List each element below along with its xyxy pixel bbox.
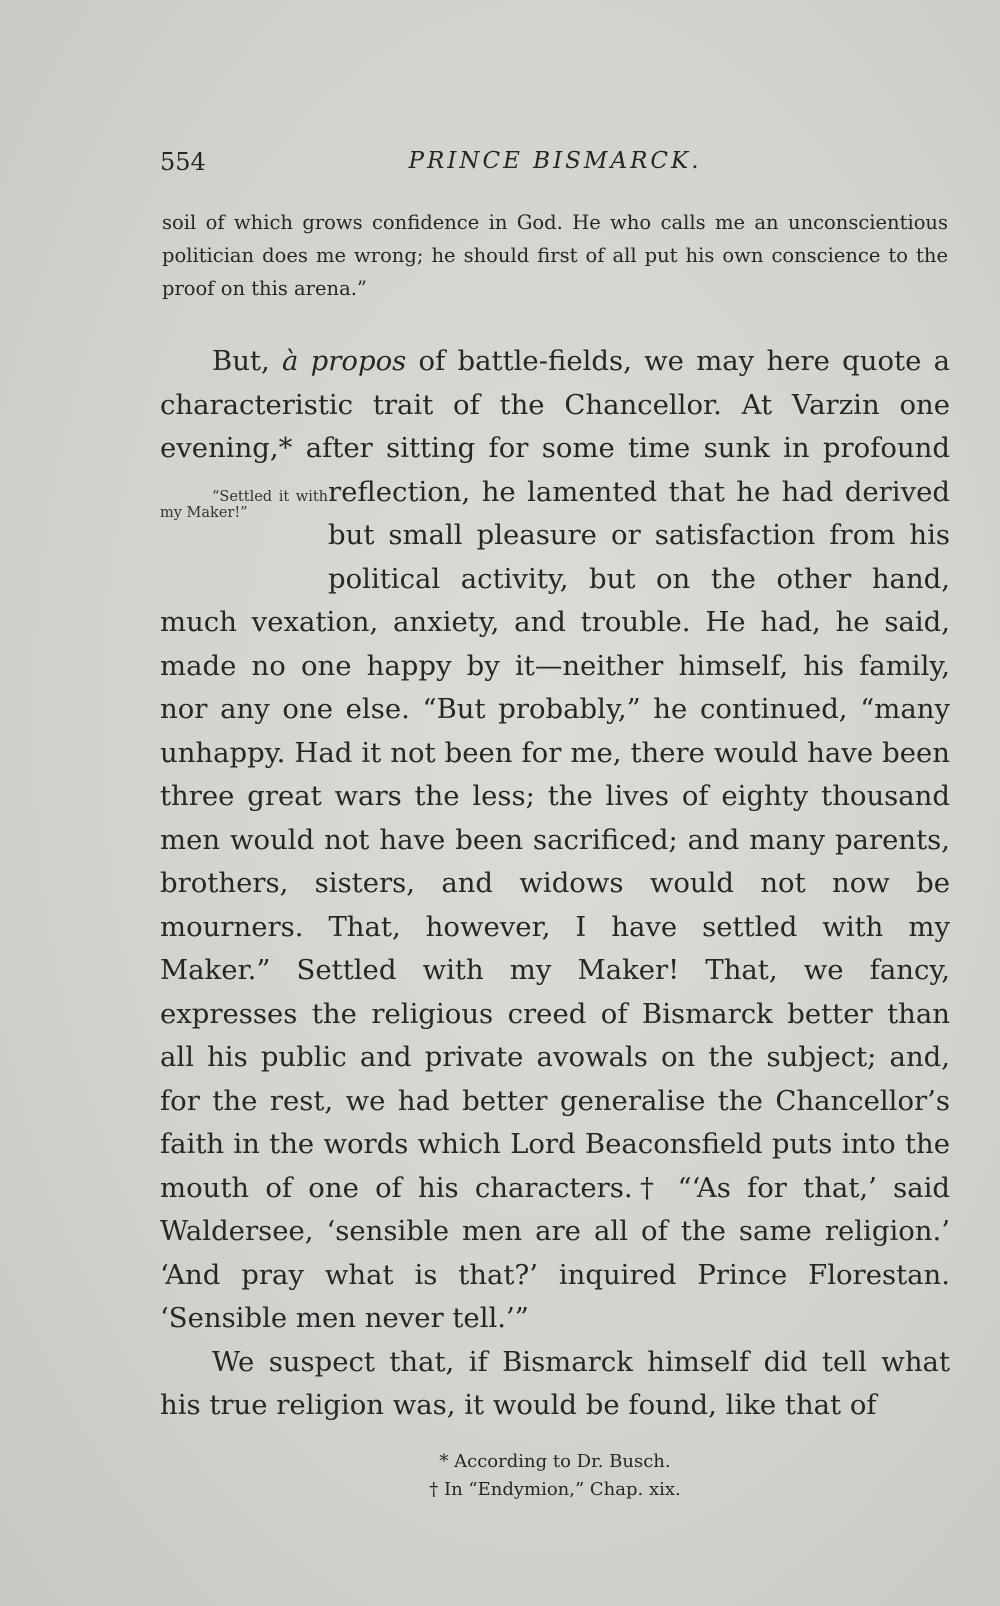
paragraph-1-italic: à propos — [282, 345, 407, 377]
footnote-1: * According to Dr. Busch. — [439, 1451, 671, 1472]
paragraph-1-text: of battle-fields, we may here quote a characteristic trait of the Chancellor. At Varzin one evening,* after sitting for some time sunk in profound — [160, 345, 951, 464]
page-header — [160, 148, 950, 188]
running-title: PRINCE BISMARCK. — [408, 148, 702, 174]
paragraph-1 — [160, 340, 950, 1341]
footnotes — [160, 1448, 950, 1504]
paragraph-1-text-continued: reflection, he lamented that he had derived but small pleasure or satisfaction from his political activity, but on the other hand, much vexation, anxiety, and trouble. He had, he said, made no one happy by it—neither himself, his family, nor any one else. “But probably,” he continued, “many unhappy. Had it not been for me, there would have been three great wars the less; the lives of eighty thousand men would not have been sacrificed; and many parents, brothers, sisters, and widows would not now be mourners. That, however, I have settled with my Maker.” Settled with my Maker! That, we fancy, expresses the religious creed of Bismarck better than all his public and private avowals on the subject; and, for the rest, we had better generalise the Chancellor’s faith in the words which Lord Beaconsfield puts into the mouth of one of his characters.† “‘As for that,’ said Waldersee, ‘sensible men are all of the same religion.’ ‘And pray what is that?’ inquired Prince Florestan. ‘Sensible men never tell.’” — [160, 475, 950, 1334]
quote-continuation: soil of which grows confidence in God. He who calls me an unconscientious politician does me wrong; he should first of all put his own conscience to the proof on this arena.” — [162, 211, 948, 300]
main-text — [160, 340, 950, 1428]
footnote-2: † In “Endymion,” Chap. xix. — [429, 1479, 681, 1500]
page-number: 554 — [160, 148, 206, 176]
margin-note: “Settled it with my Maker!” — [160, 488, 328, 521]
paragraph-2: We suspect that, if Bismarck himself did tell what his true religion was, it would be found, like that of — [160, 1345, 950, 1421]
paragraph-1-lead: But, — [212, 345, 270, 377]
